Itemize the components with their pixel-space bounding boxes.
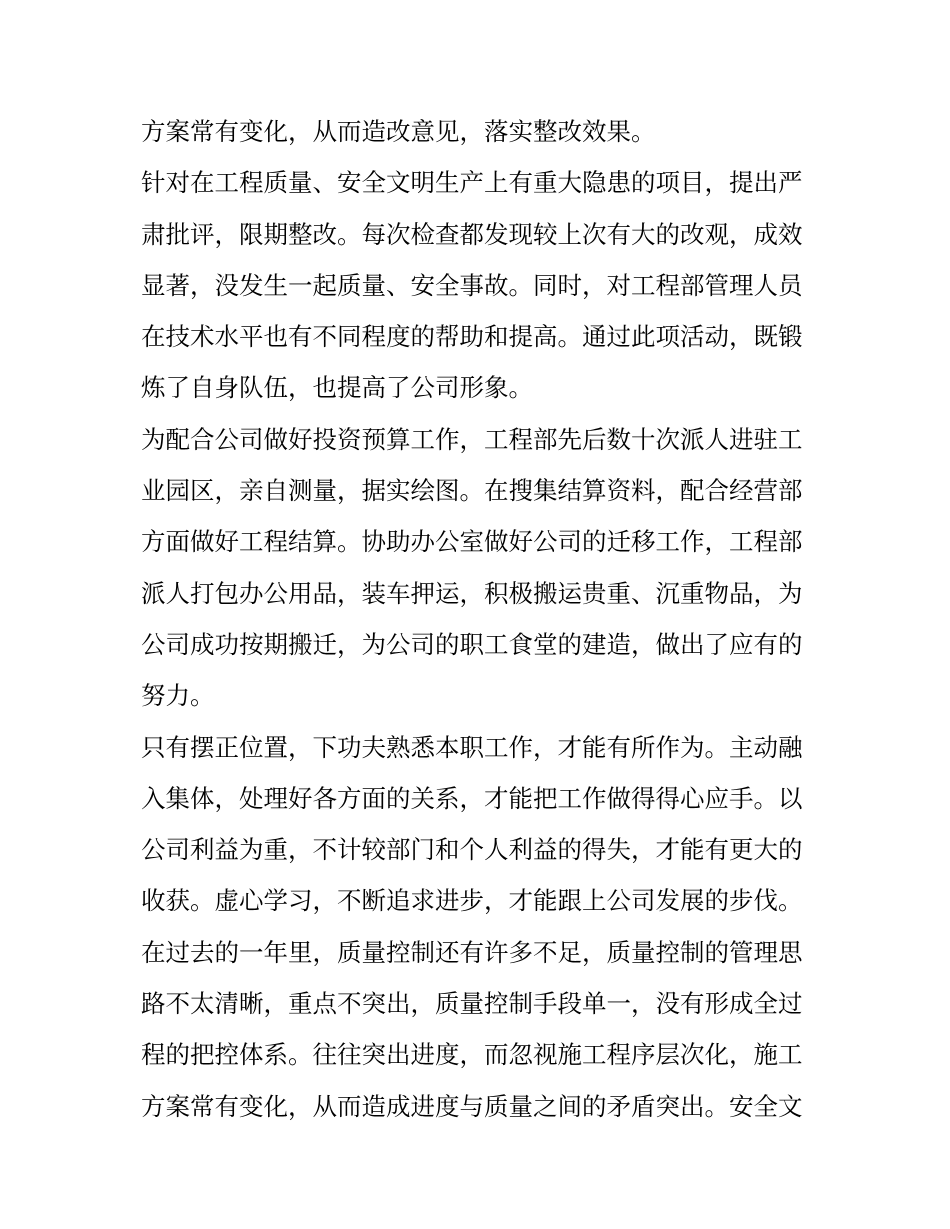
- text-line: 方面做好工程结算。协助办公室做好公司的迁移工作，工程部: [141, 527, 803, 557]
- text-line: 显著，没发生一起质量、安全事故。同时，对工程部管理人员: [141, 270, 803, 300]
- text-line: 肃批评，限期整改。每次检查都发现较上次有大的改观，成效: [141, 219, 803, 249]
- text-line: 程的把控体系。往往突出进度，而忽视施工程序层次化，施工: [141, 1040, 803, 1070]
- text-line: 为配合公司做好投资预算工作，工程部先后数十次派人进驻工: [141, 424, 803, 454]
- text-line: 派人打包办公用品，装车押运，积极搬运贵重、沉重物品，为: [141, 578, 803, 608]
- text-line: 在过去的一年里，质量控制还有许多不足，质量控制的管理思: [141, 937, 803, 967]
- text-line: 方案常有变化，从而造成进度与质量之间的矛盾突出。安全文: [141, 1091, 803, 1121]
- text-line: 只有摆正位置，下功夫熟悉本职工作，才能有所作为。主动融: [141, 732, 803, 762]
- text-line: 在技术水平也有不同程度的帮助和提高。通过此项活动，既锻: [141, 322, 803, 352]
- text-line: 针对在工程质量、安全文明生产上有重大隐患的项目，提出严: [141, 168, 803, 198]
- text-line: 收获。虚心学习，不断追求进步，才能跟上公司发展的步伐。: [141, 886, 803, 916]
- text-line: 入集体，处理好各方面的关系，才能把工作做得得心应手。以: [141, 783, 803, 813]
- text-line: 路不太清晰，重点不突出，质量控制手段单一，没有形成全过: [141, 989, 803, 1019]
- text-line: 公司利益为重，不计较部门和个人利益的得失，才能有更大的: [141, 835, 803, 865]
- body-text: [141, 106, 813, 1132]
- text-line: 努力。: [141, 681, 215, 711]
- text-line: 公司成功按期搬迁，为公司的职工食堂的建造，做出了应有的: [141, 629, 803, 659]
- text-line: 业园区，亲自测量，据实绘图。在搜集结算资料，配合经营部: [141, 476, 803, 506]
- text-line: 炼了自身队伍，也提高了公司形象。: [141, 373, 533, 403]
- text-line: 方案常有变化，从而造改意见，落实整改效果。: [141, 117, 656, 146]
